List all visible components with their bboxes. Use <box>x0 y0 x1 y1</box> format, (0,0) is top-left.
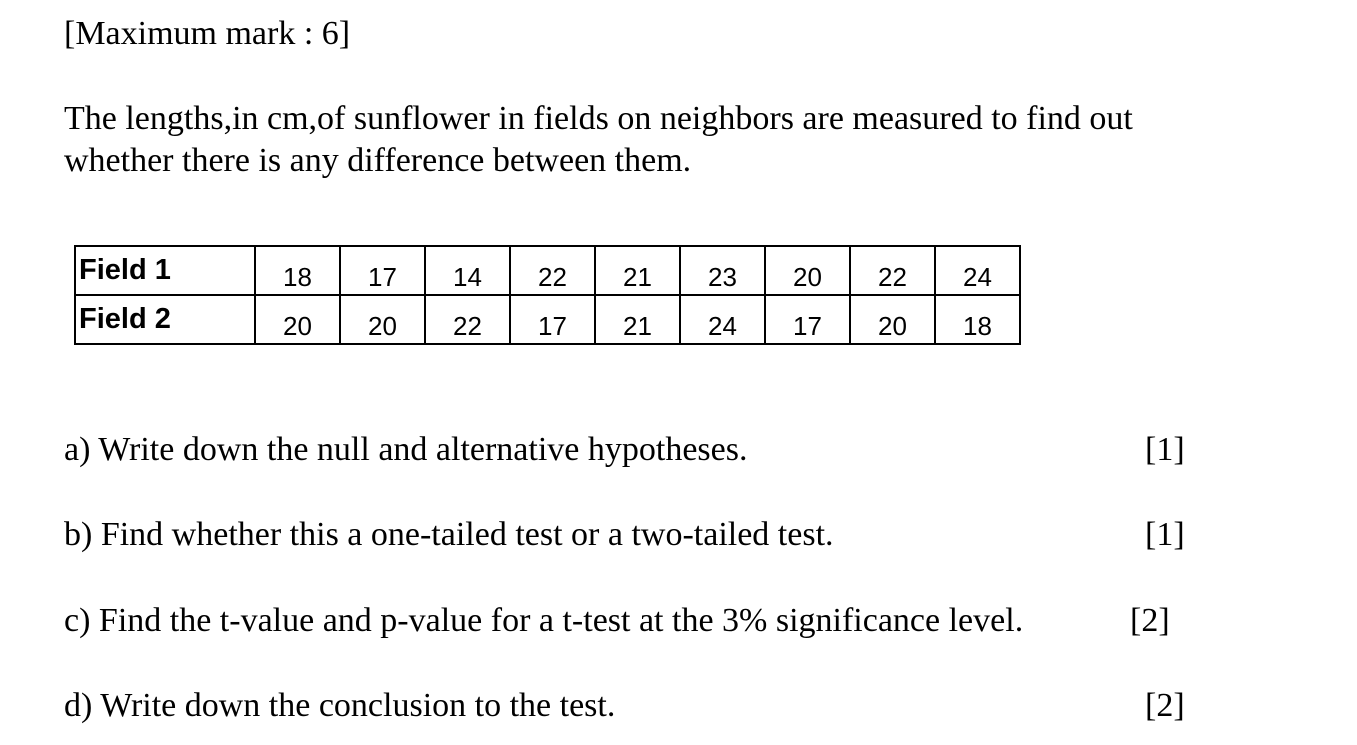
question-a: a) Write down the null and alternative hypotheses. <box>64 431 748 468</box>
table-cell: 23 <box>680 246 765 295</box>
question-b: b) Find whether this a one-tailed test or a two-tailed test. <box>64 516 834 553</box>
table-cell: 24 <box>935 246 1020 295</box>
table-cell: 22 <box>425 295 510 344</box>
question-a-mark: [1] <box>1145 431 1185 468</box>
table-cell: 18 <box>255 246 340 295</box>
question-b-mark: [1] <box>1145 516 1185 553</box>
intro-line-2: whether there is any difference between them. <box>64 142 692 179</box>
table-cell: 20 <box>255 295 340 344</box>
table-cell: 22 <box>850 246 935 295</box>
table-cell: 17 <box>765 295 850 344</box>
question-c: c) Find the t-value and p-value for a t-test at the 3% significance level. <box>64 602 1024 639</box>
table-cell: 17 <box>340 246 425 295</box>
table-cell: 20 <box>765 246 850 295</box>
intro-paragraph <box>64 98 1224 182</box>
maximum-mark: [Maximum mark : 6] <box>64 15 351 52</box>
table-cell: 20 <box>850 295 935 344</box>
question-d-mark: [2] <box>1145 687 1185 724</box>
table-cell: 18 <box>935 295 1020 344</box>
table-cell: 20 <box>340 295 425 344</box>
question-c-mark: [2] <box>1130 602 1170 639</box>
table-cell: 21 <box>595 295 680 344</box>
data-table <box>74 245 1021 345</box>
table-cell: 21 <box>595 246 680 295</box>
intro-line-1: The lengths,in cm,of sunflower in fields on neighbors are measured to find out <box>64 100 1133 137</box>
question-d: d) Write down the conclusion to the test. <box>64 687 616 724</box>
table-cell: 24 <box>680 295 765 344</box>
table-cell: 14 <box>425 246 510 295</box>
table-row <box>75 295 1020 344</box>
table-row <box>75 246 1020 295</box>
table-cell: 22 <box>510 246 595 295</box>
row-label: Field 2 <box>75 295 255 344</box>
row-label: Field 1 <box>75 246 255 295</box>
table-cell: 17 <box>510 295 595 344</box>
